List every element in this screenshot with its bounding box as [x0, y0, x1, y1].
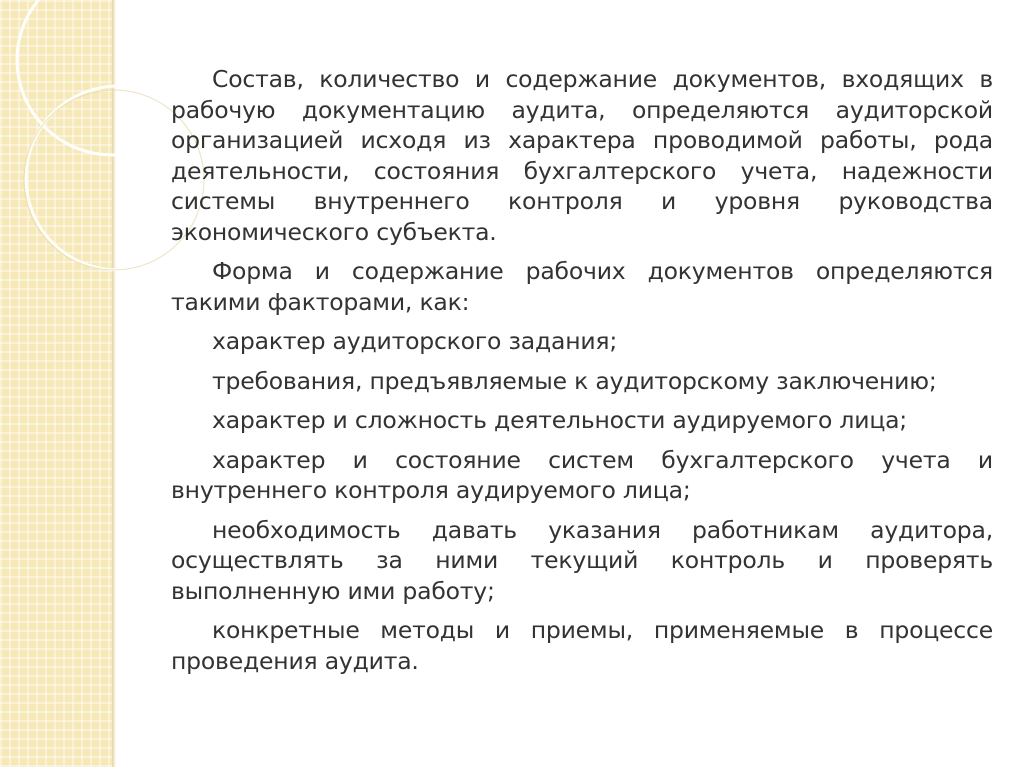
paragraph-form-factors: Форма и содержание рабочих документов определяются такими факторами, как: [171, 257, 993, 316]
panel-divider [112, 0, 116, 767]
list-item-staff-supervision: необходимость давать указания работникам аудитора, осуществлять за ними текущий контроль и проверять выполненную ими работу; [171, 515, 993, 605]
paragraph-documents-composition: Состав, количество и содержание документов, входящих в рабочую документацию аудита, определяются аудиторской организацией исходя из характера проводимой работы, рода деятельности, состояния бухгалтерского учета, надежности системы внутреннего контроля и уровня руководства экономического субъекта. [171, 65, 993, 246]
list-item-audit-methods: конкретные методы и приемы, применяемые в процессе проведения аудита. [171, 616, 993, 675]
list-item-report-requirements: требования, предъявляемые к аудиторскому заключению; [212, 366, 937, 395]
list-item-accounting-systems: характер и состояние систем бухгалтерского учета и внутреннего контроля аудируемого лица; [171, 445, 993, 504]
list-item-activity-complexity: характер и сложность деятельности аудируемого лица; [212, 406, 908, 434]
slide-body-text [171, 64, 993, 685]
list-item-audit-task: характер аудиторского задания; [212, 327, 618, 355]
decorative-side-panel [0, 0, 112, 767]
